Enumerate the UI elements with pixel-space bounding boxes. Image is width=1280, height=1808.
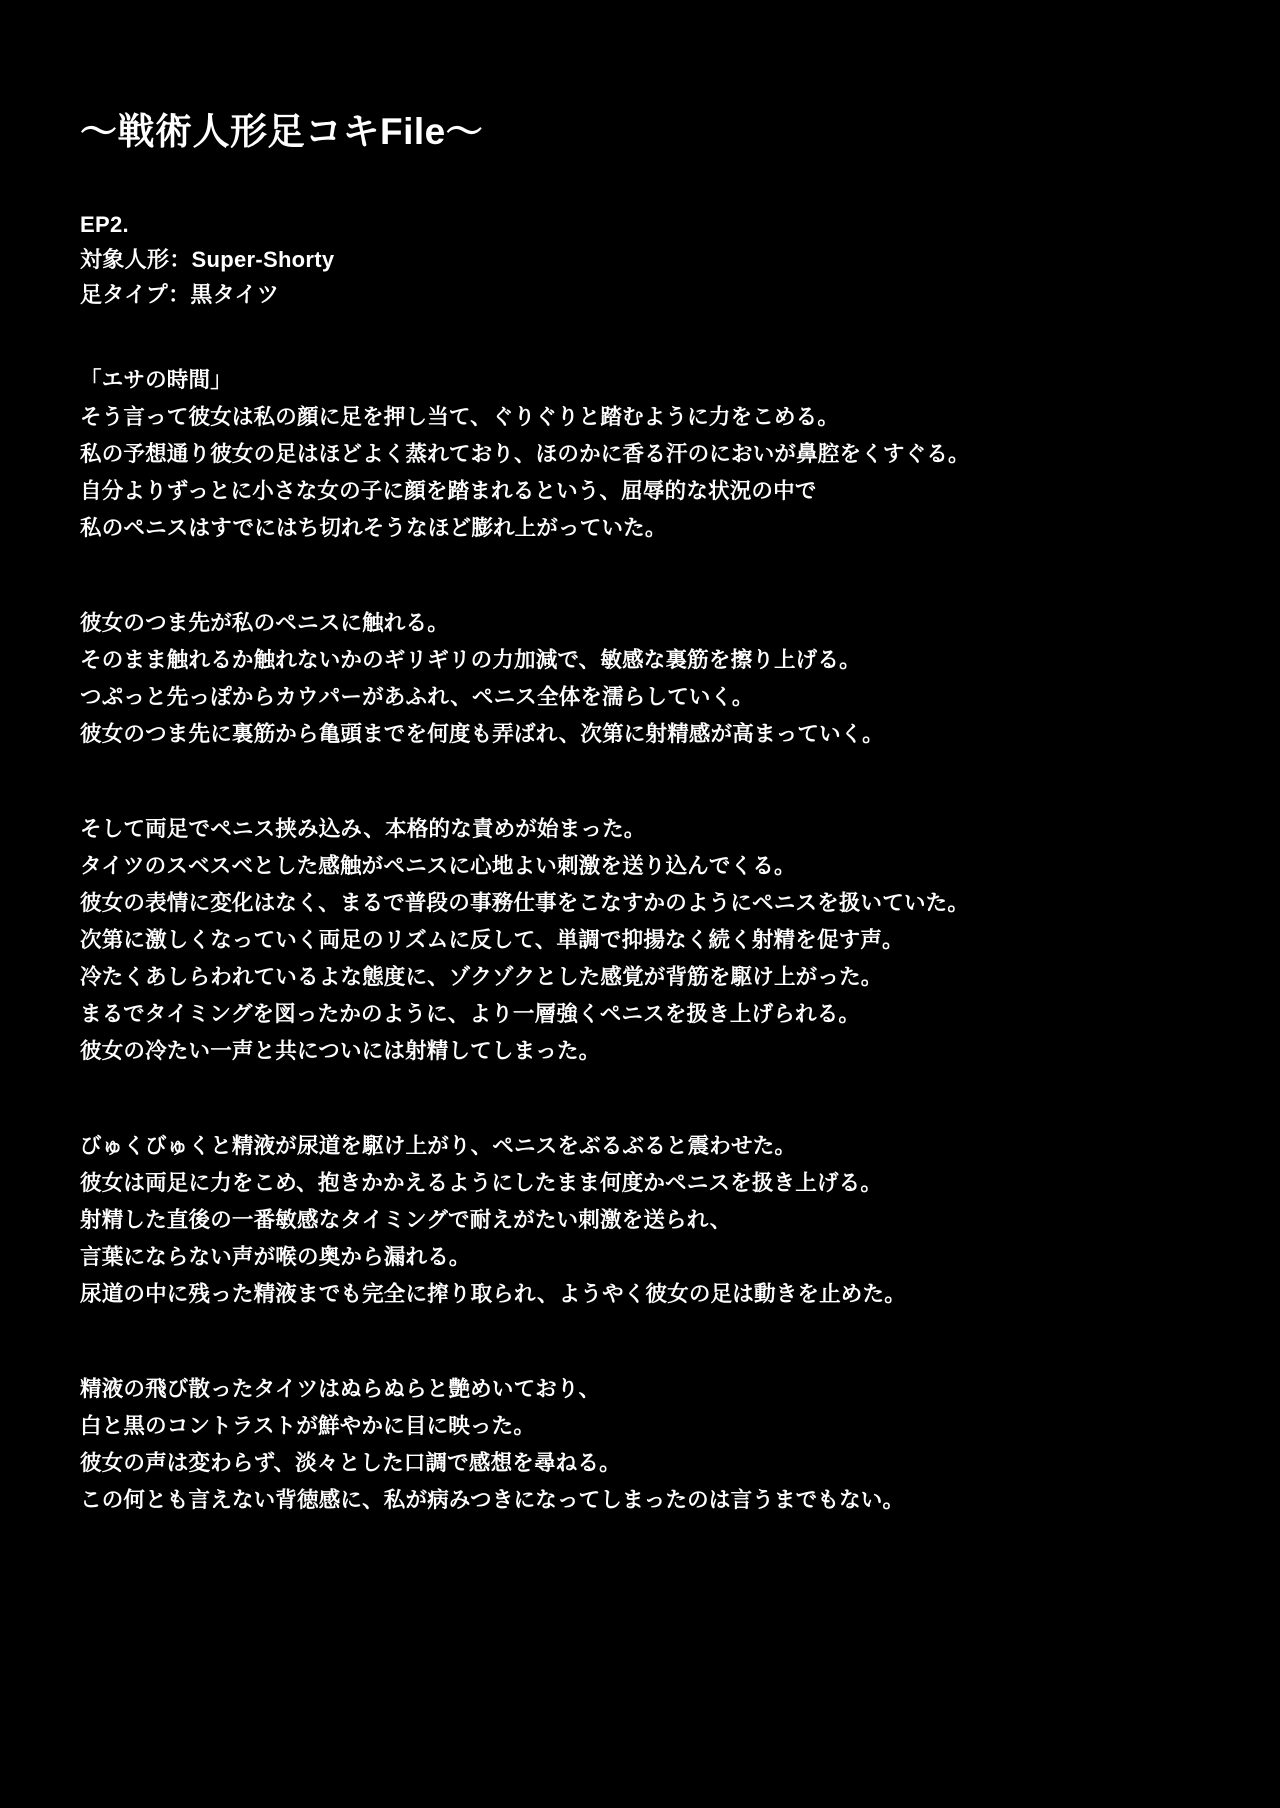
body-line: 冷たくあしらわれているよな態度に、ゾクゾクとした感覚が背筋を駆け上がった。 [80, 964, 883, 989]
document-content [80, 108, 1200, 1519]
metadata-line: 対象人形：Super-Shorty [80, 246, 335, 272]
body-line: つぷっと先っぽからカウパーがあふれ、ペニス全体を濡らしていく。 [80, 685, 754, 710]
body-line: 「エサの時間」 [80, 368, 232, 393]
body-line: タイツのスベスベとした感触がペニスに心地よい刺激を送り込んでくる。 [80, 854, 796, 879]
body-line: 彼女のつま先が私のペニスに触れる。 [80, 611, 449, 636]
body-line: びゅくびゅくと精液が尿道を駆け上がり、ペニスをぶるぶると震わせた。 [80, 1133, 797, 1158]
body-line: 言葉にならない声が喉の奥から漏れる。 [80, 1244, 471, 1269]
body-line: この何とも言えない背徳感に、私が病みつきになってしまったのは言うまでもない。 [80, 1487, 905, 1512]
body-line: まるでタイミングを図ったかのように、より一層強くペニスを扱き上げられる。 [80, 1001, 861, 1026]
body-line: 精液の飛び散ったタイツはぬらぬらと艶めいており、 [80, 1376, 601, 1401]
metadata-line: EP2. [80, 212, 129, 238]
body-line: そのまま触れるか触れないかのギリギリの力加減で、敏感な裏筋を擦り上げる。 [80, 648, 861, 673]
body-line: 白と黒のコントラストが鮮やかに目に映った。 [80, 1413, 536, 1438]
body-line: 彼女は両足に力をこめ、抱きかかえるようにしたまま何度かペニスを扱き上げる。 [80, 1170, 883, 1195]
body-line: 彼女の表情に変化はなく、まるで普段の事務仕事をこなすかのようにペニスを扱いていた。 [80, 891, 970, 915]
body-paragraph [80, 362, 1200, 547]
episode-metadata [80, 208, 1200, 312]
body-line: 私のペニスはすでにはち切れそうなほど膨れ上がっていた。 [80, 516, 667, 541]
body-paragraph [80, 605, 1200, 753]
body-line: 自分よりずっとに小さな女の子に顔を踏まれるという、屈辱的な状況の中で [80, 479, 817, 504]
body-paragraph [80, 1128, 1200, 1313]
body-line: 尿道の中に残った精液までも完全に搾り取られ、ようやく彼女の足は動きを止めた。 [80, 1281, 906, 1306]
metadata-line: 足タイプ：黒タイツ [80, 281, 280, 307]
body-line: そして両足でペニス挟み込み、本格的な責めが始まった。 [80, 817, 646, 842]
body-line: 射精した直後の一番敏感なタイミングで耐えがたい刺激を送られ、 [80, 1207, 732, 1232]
body-line: 彼女の声は変わらず、淡々とした口調で感想を尋ねる。 [80, 1450, 621, 1475]
page-title: 〜戦術人形足コキFile〜 [80, 111, 484, 152]
body-paragraph [80, 811, 1200, 1070]
body-line: そう言って彼女は私の顔に足を押し当て、ぐりぐりと踏むように力をこめる。 [80, 405, 840, 430]
body-line: 彼女のつま先に裏筋から亀頭までを何度も弄ばれ、次第に射精感が高まっていく。 [80, 722, 884, 747]
body-line: 私の予想通り彼女の足はほどよく蒸れており、ほのかに香る汗のにおいが鼻腔をくすぐる。 [80, 442, 970, 467]
body-line: 彼女の冷たい一声と共についには射精してしまった。 [80, 1038, 601, 1063]
body-paragraph [80, 1371, 1200, 1519]
body-line: 次第に激しくなっていく両足のリズムに反して、単調で抑揚なく続く射精を促す声。 [80, 927, 904, 952]
